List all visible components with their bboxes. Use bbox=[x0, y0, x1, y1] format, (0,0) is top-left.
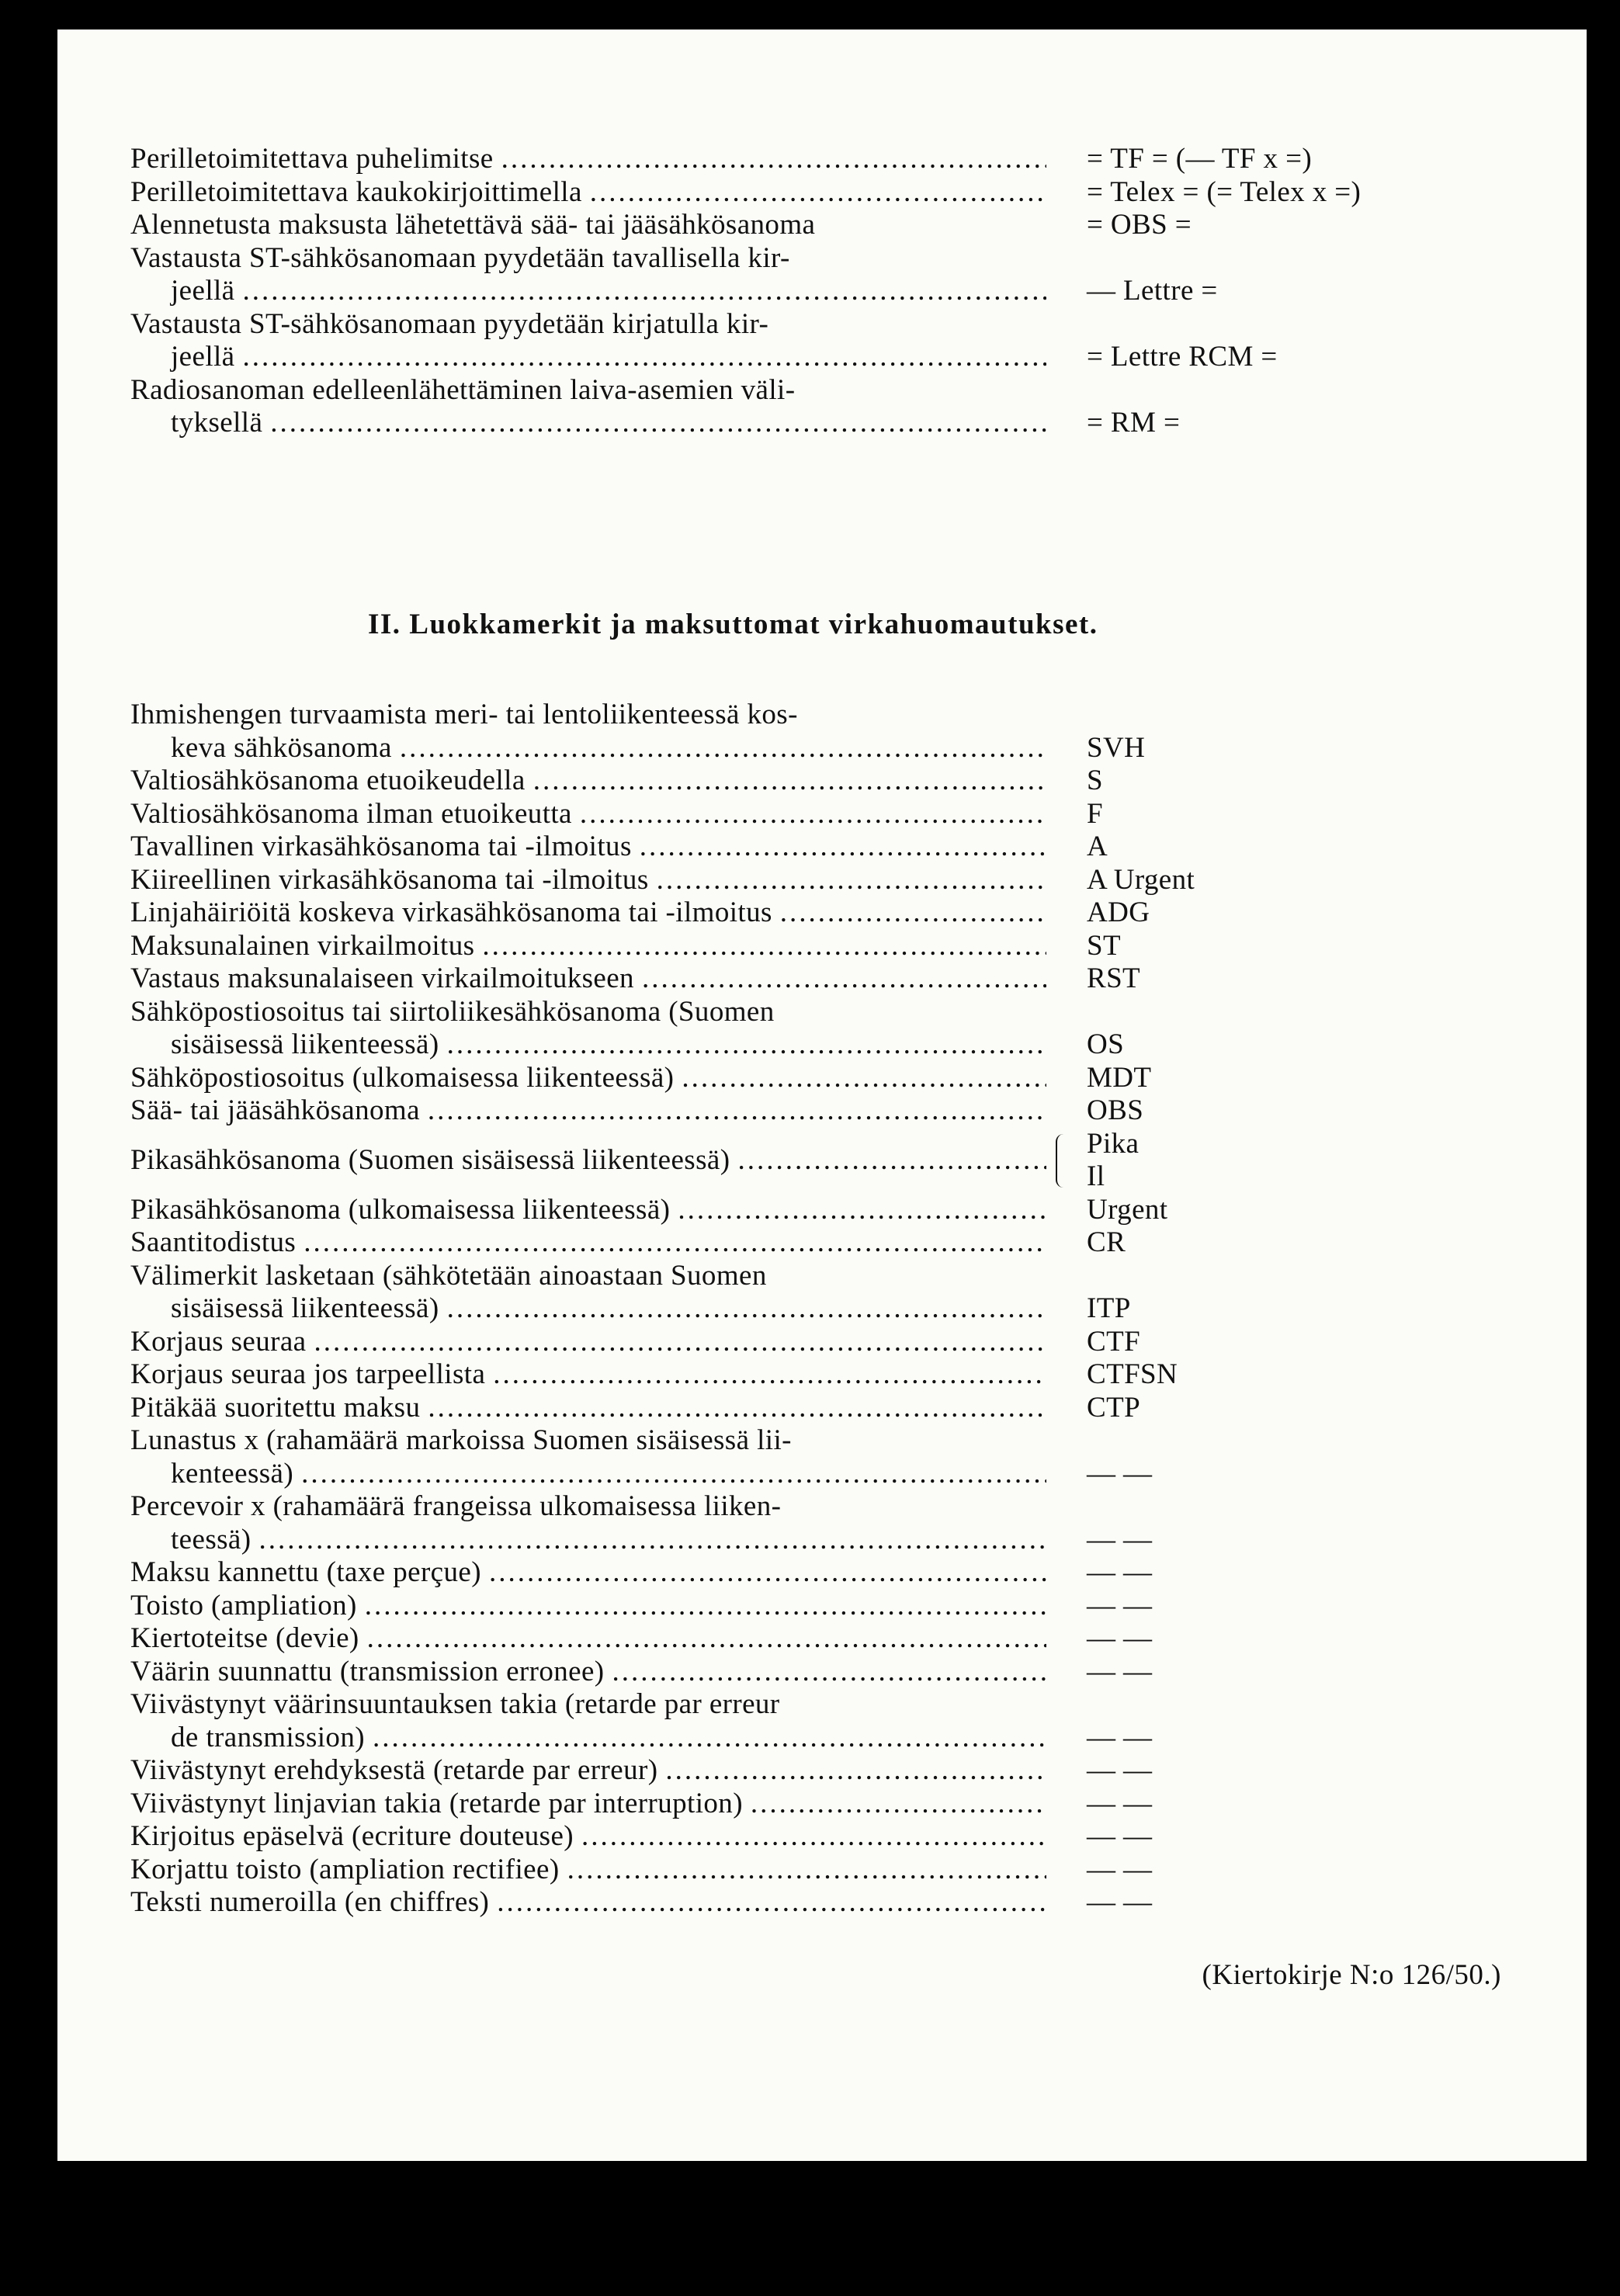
table-row bbox=[130, 1820, 1481, 1854]
row-code: ITP bbox=[1087, 1292, 1131, 1324]
table-row bbox=[130, 1392, 1481, 1425]
row-code: CTFSN bbox=[1087, 1358, 1178, 1390]
row-description: Saantitodistus bbox=[130, 1226, 297, 1258]
row-code: = Lettre RCM = bbox=[1087, 341, 1278, 373]
row-description: Pikasähkösanoma (ulkomaisessa liikenteessä) bbox=[130, 1193, 671, 1226]
row-description-cont: jeellä bbox=[171, 341, 235, 373]
row-code: = RM = bbox=[1087, 407, 1181, 439]
row-description: Kiertoteitse (devie) bbox=[130, 1622, 359, 1654]
table-row bbox=[130, 1226, 1481, 1260]
service-indications-table bbox=[130, 143, 1481, 440]
table-row bbox=[130, 1490, 1481, 1556]
row-code: A Urgent bbox=[1087, 863, 1195, 896]
row-description-cont: tyksellä bbox=[171, 407, 263, 439]
table-row bbox=[130, 1062, 1481, 1095]
table-row bbox=[130, 1788, 1481, 1821]
row-code: = Telex = (= Telex x =) bbox=[1087, 175, 1362, 208]
row-description: Viivästynyt linjavian takia (retarde par interruption) bbox=[130, 1787, 743, 1819]
row-code: — — bbox=[1087, 1655, 1153, 1687]
table-row bbox=[130, 1260, 1481, 1326]
table-row bbox=[130, 1590, 1481, 1623]
table-row bbox=[130, 699, 1481, 765]
row-description: Korjaus seuraa jos tarpeellista bbox=[130, 1358, 486, 1390]
table-row bbox=[130, 176, 1481, 210]
row-code: — — bbox=[1087, 1556, 1153, 1588]
row-description: Vastaus maksunalaiseen virkailmoitukseen bbox=[130, 962, 634, 994]
row-code: MDT bbox=[1087, 1061, 1152, 1094]
row-code: Urgent bbox=[1087, 1193, 1168, 1226]
row-description: Sää- tai jääsähkösanoma bbox=[130, 1094, 420, 1126]
row-description: Välimerkit lasketaan (sähkötetään ainoastaan Suomen bbox=[130, 1259, 767, 1292]
row-code: OS bbox=[1087, 1028, 1125, 1060]
row-description: Vastausta ST-sähkösanomaan pyydetään tavallisella kir- bbox=[130, 241, 790, 274]
row-description: Pikasähkösanoma (Suomen sisäisessä liikenteessä) bbox=[130, 1143, 730, 1176]
row-code: CTP bbox=[1087, 1391, 1141, 1424]
table-row bbox=[130, 1094, 1481, 1128]
table-row bbox=[130, 1194, 1481, 1227]
row-code-alt: Il bbox=[1087, 1160, 1105, 1192]
row-code: RST bbox=[1087, 962, 1141, 994]
table-row bbox=[130, 1622, 1481, 1656]
row-code: S bbox=[1087, 765, 1103, 796]
row-description: Korjaus seuraa bbox=[130, 1325, 307, 1358]
row-description: Sähköpostiosoitus (ulkomaisessa liikenteessä) bbox=[130, 1061, 675, 1094]
row-description: Viivästynyt erehdyksestä (retarde par erreur) bbox=[130, 1754, 658, 1786]
table-row bbox=[130, 1656, 1481, 1689]
table-row bbox=[130, 209, 1481, 242]
row-description: Maksu kannettu (taxe perçue) bbox=[130, 1556, 481, 1588]
table-row bbox=[130, 1688, 1481, 1754]
table-row bbox=[130, 1424, 1481, 1490]
table-row bbox=[130, 1326, 1481, 1359]
row-description: Radiosanoman edelleenlähettäminen laiva-asemien väli- bbox=[130, 373, 796, 406]
row-description: Pitäkää suoritettu maksu bbox=[130, 1391, 421, 1424]
row-description: Viivästynyt väärinsuuntauksen takia (retarde par erreur bbox=[130, 1688, 780, 1720]
row-description: Lunastus x (rahamäärä markoissa Suomen sisäisessä lii- bbox=[130, 1424, 792, 1456]
row-description-cont: kenteessä) bbox=[171, 1457, 294, 1490]
row-description-cont: de transmission) bbox=[171, 1721, 365, 1753]
table-row bbox=[130, 1556, 1481, 1590]
row-code: F bbox=[1087, 797, 1103, 830]
row-code: — — bbox=[1087, 1721, 1153, 1753]
table-row bbox=[130, 1854, 1481, 1887]
row-description: Kirjoitus epäselvä (ecriture douteuse) bbox=[130, 1820, 574, 1852]
row-code: ST bbox=[1087, 929, 1121, 962]
table-row bbox=[130, 1754, 1481, 1788]
row-code: — — bbox=[1087, 1457, 1153, 1490]
row-code: = TF = (— TF x =) bbox=[1087, 143, 1313, 175]
row-description: Linjahäiriöitä koskeva virkasähkösanoma tai -ilmoitus bbox=[130, 897, 772, 928]
row-code: Pika bbox=[1087, 1127, 1140, 1160]
row-code: = OBS = bbox=[1087, 209, 1192, 241]
row-description: Toisto (ampliation) bbox=[130, 1589, 357, 1621]
row-code: — — bbox=[1087, 1886, 1153, 1918]
row-code: A bbox=[1087, 831, 1108, 862]
row-code: CR bbox=[1087, 1226, 1126, 1258]
row-description: Teksti numeroilla (en chiffres) bbox=[130, 1886, 490, 1918]
table-row bbox=[130, 897, 1481, 930]
row-code-group bbox=[1046, 1128, 1481, 1194]
table-row bbox=[130, 831, 1481, 864]
row-description: Vastausta ST-sähkösanomaan pyydetään kirjatulla kir- bbox=[130, 307, 769, 340]
row-description-cont: jeellä bbox=[171, 275, 235, 307]
row-code: — — bbox=[1087, 1589, 1153, 1621]
row-description: Maksunalainen virkailmoitus bbox=[130, 929, 475, 962]
row-code: — — bbox=[1087, 1820, 1153, 1852]
row-code: — — bbox=[1087, 1787, 1153, 1819]
row-description: Percevoir x (rahamäärä frangeissa ulkomaisessa liiken- bbox=[130, 1490, 782, 1522]
table-row bbox=[130, 374, 1481, 440]
row-code: SVH bbox=[1087, 731, 1146, 764]
row-code: — — bbox=[1087, 1853, 1153, 1885]
table-row bbox=[130, 996, 1481, 1062]
table-row bbox=[130, 1886, 1481, 1920]
row-description: Alennetusta maksusta lähetettävä sää- tai jääsähkösanoma bbox=[130, 209, 816, 241]
table-row bbox=[130, 242, 1481, 308]
section-heading: II. Luokkamerkit ja maksuttomat virkahuomautukset. bbox=[368, 609, 1098, 640]
row-code: — — bbox=[1087, 1523, 1153, 1556]
document-page bbox=[57, 29, 1587, 2161]
row-description: Sähköpostiosoitus tai siirtoliikesähkösanoma (Suomen bbox=[130, 995, 775, 1028]
row-code: ADG bbox=[1087, 897, 1150, 928]
row-code: — — bbox=[1087, 1622, 1153, 1654]
table-row bbox=[130, 143, 1481, 176]
row-code: CTF bbox=[1087, 1325, 1141, 1358]
row-code: — — bbox=[1087, 1754, 1153, 1786]
row-code: — Lettre = bbox=[1087, 275, 1218, 307]
row-description: Kiireellinen virkasähkösanoma tai -ilmoitus bbox=[130, 863, 649, 896]
row-description: Perilletoimitettava kaukokirjoittimella bbox=[130, 175, 582, 208]
table-row bbox=[130, 798, 1481, 831]
row-description-cont: keva sähkösanoma bbox=[171, 731, 392, 764]
row-description: Ihmishengen turvaamista meri- tai lentoliikenteessä kos- bbox=[130, 699, 798, 730]
row-description: Perilletoimitettava puhelimitse bbox=[130, 143, 494, 175]
row-description: Valtiosähkösanoma etuoikeudella bbox=[130, 765, 526, 796]
table-row bbox=[130, 864, 1481, 897]
table-row bbox=[130, 930, 1481, 963]
row-description: Valtiosähkösanoma ilman etuoikeutta bbox=[130, 797, 572, 830]
row-description: Väärin suunnattu (transmission erronee) bbox=[130, 1655, 605, 1687]
row-description-cont: sisäisessä liikenteessä) bbox=[171, 1028, 439, 1060]
table-row bbox=[130, 1358, 1481, 1392]
table-row bbox=[130, 765, 1481, 798]
row-description: Korjattu toisto (ampliation rectifiee) bbox=[130, 1853, 560, 1885]
row-code: OBS bbox=[1087, 1094, 1144, 1126]
table-row bbox=[130, 1128, 1481, 1194]
row-description: Tavallinen virkasähkösanoma tai -ilmoitus bbox=[130, 831, 632, 862]
circular-reference: (Kiertokirje N:o 126/50.) bbox=[1202, 1959, 1501, 1991]
row-description-cont: teessä) bbox=[171, 1523, 251, 1556]
class-marks-table bbox=[130, 699, 1481, 1920]
table-row bbox=[130, 962, 1481, 996]
row-description-cont: sisäisessä liikenteessä) bbox=[171, 1292, 439, 1324]
table-row bbox=[130, 308, 1481, 374]
